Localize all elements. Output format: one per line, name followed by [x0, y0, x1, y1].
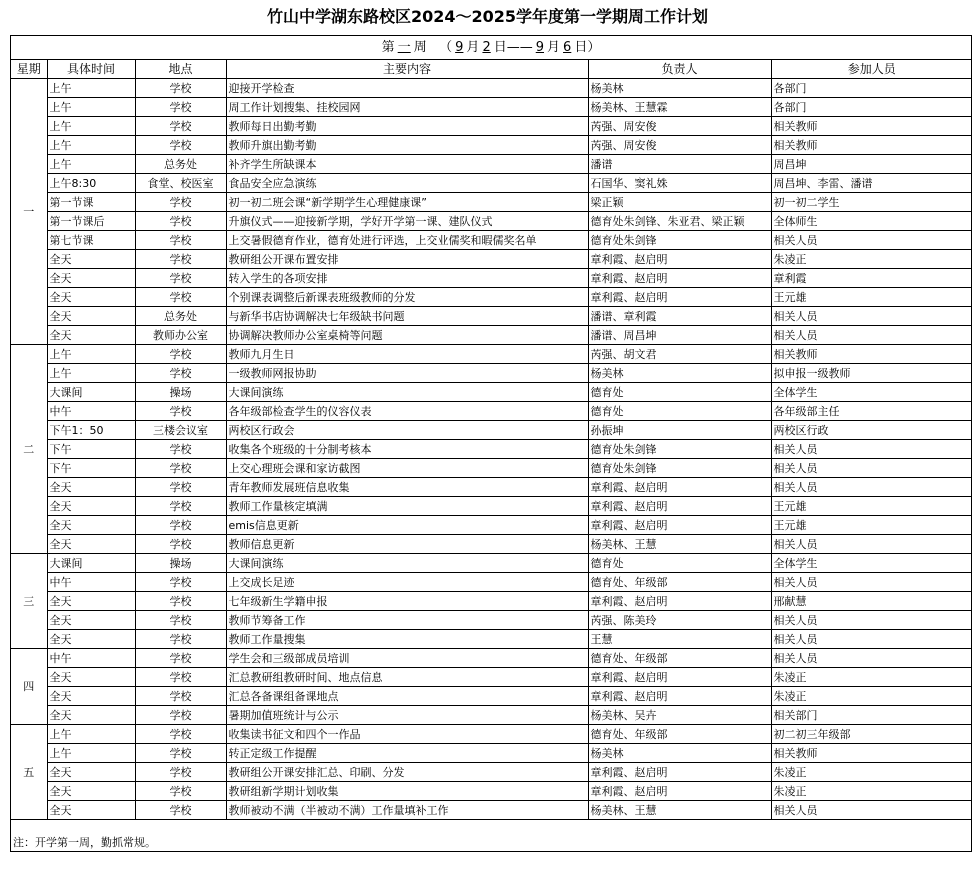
time-cell: 全天: [47, 516, 135, 535]
participants-cell: 相关人员: [771, 231, 972, 250]
participants-cell: 拟申报一级教师: [771, 364, 972, 383]
owner-cell: 杨美林: [588, 79, 771, 98]
weekday-cell: 五: [11, 725, 47, 820]
content-cell: 上交暑假德育作业，德育处进行评选，上交业儒奖和暇儒奖名单: [226, 231, 588, 250]
location-cell: 学校: [135, 687, 226, 706]
content-cell: 收集读书征文和四个一作品: [226, 725, 588, 744]
owner-cell: 章利霞、赵启明: [588, 592, 771, 611]
location-cell: 学校: [135, 478, 226, 497]
content-cell: 大课间演练: [226, 554, 588, 573]
participants-cell: 相关人员: [771, 535, 972, 554]
owner-cell: 杨美林、王慧霖: [588, 98, 771, 117]
weekday-cell: 二: [11, 345, 47, 554]
time-cell: 上午: [47, 345, 135, 364]
owner-cell: 章利霞、赵启明: [588, 288, 771, 307]
table-row: [11, 155, 972, 174]
table-row: [11, 782, 972, 801]
table-row: [11, 611, 972, 630]
table-row: [11, 554, 972, 573]
table-row: [11, 668, 972, 687]
table-row: [11, 79, 972, 98]
column-header: 星期: [11, 60, 47, 79]
participants-cell: 各部门: [771, 79, 972, 98]
location-cell: 学校: [135, 402, 226, 421]
participants-cell: 邢献慧: [771, 592, 972, 611]
owner-cell: 章利霞、赵启明: [588, 250, 771, 269]
location-cell: 学校: [135, 459, 226, 478]
content-cell: 食品安全应急演练: [226, 174, 588, 193]
table-row: [11, 231, 972, 250]
time-cell: 全天: [47, 706, 135, 725]
participants-cell: 相关人员: [771, 801, 972, 820]
owner-cell: 王慧: [588, 630, 771, 649]
participants-cell: 相关教师: [771, 345, 972, 364]
content-cell: 补齐学生所缺课本: [226, 155, 588, 174]
content-cell: 青年教师发展班信息收集: [226, 478, 588, 497]
content-cell: 教师节筹备工作: [226, 611, 588, 630]
location-cell: 学校: [135, 592, 226, 611]
location-cell: 学校: [135, 345, 226, 364]
table-row: [11, 383, 972, 402]
time-cell: 全天: [47, 763, 135, 782]
time-cell: 全天: [47, 668, 135, 687]
time-cell: 全天: [47, 288, 135, 307]
table-row: [11, 326, 972, 345]
table-row: [11, 174, 972, 193]
content-cell: 教师九月生日: [226, 345, 588, 364]
participants-cell: 初二初三年级部: [771, 725, 972, 744]
participants-cell: 两校区行政: [771, 421, 972, 440]
content-cell: 上交心理班会课和家访截图: [226, 459, 588, 478]
location-cell: 食堂、校医室: [135, 174, 226, 193]
location-cell: 三楼会议室: [135, 421, 226, 440]
owner-cell: 孙振坤: [588, 421, 771, 440]
table-row: [11, 687, 972, 706]
participants-cell: 朱凌正: [771, 763, 972, 782]
owner-cell: 杨美林、王慧: [588, 535, 771, 554]
participants-cell: 全体学生: [771, 554, 972, 573]
time-cell: 中午: [47, 402, 135, 421]
content-cell: 上交成长足迹: [226, 573, 588, 592]
content-cell: 转入学生的各项安排: [226, 269, 588, 288]
content-cell: 收集各个班级的十分制考核本: [226, 440, 588, 459]
content-cell: 教研组新学期计划收集: [226, 782, 588, 801]
table-row: [11, 307, 972, 326]
participants-cell: 相关人员: [771, 459, 972, 478]
location-cell: 学校: [135, 725, 226, 744]
owner-cell: 德育处: [588, 383, 771, 402]
location-cell: 操场: [135, 554, 226, 573]
owner-cell: 章利霞、赵启明: [588, 478, 771, 497]
content-cell: 两校区行政会: [226, 421, 588, 440]
table-row: [11, 402, 972, 421]
location-cell: 学校: [135, 269, 226, 288]
table-row: [11, 744, 972, 763]
location-cell: 学校: [135, 782, 226, 801]
participants-cell: 相关人员: [771, 478, 972, 497]
location-cell: 学校: [135, 668, 226, 687]
range-open: （: [439, 40, 453, 55]
content-cell: 与新华书店协调解决七年级缺书问题: [226, 307, 588, 326]
table-row: [11, 763, 972, 782]
content-cell: 初一初二班会课“新学期学生心理健康课”: [226, 193, 588, 212]
participants-cell: 相关人员: [771, 649, 972, 668]
owner-cell: 章利霞、赵启明: [588, 497, 771, 516]
end-day: 6: [563, 40, 572, 55]
content-cell: 大课间演练: [226, 383, 588, 402]
table-row: [11, 212, 972, 231]
week-range: [11, 36, 971, 60]
participants-cell: 相关人员: [771, 440, 972, 459]
owner-cell: 芮强、周安俊: [588, 117, 771, 136]
location-cell: 总务处: [135, 155, 226, 174]
location-cell: 学校: [135, 193, 226, 212]
table-row: [11, 421, 972, 440]
content-cell: 教师工作量搜集: [226, 630, 588, 649]
content-cell: 周工作计划搜集、挂校园网: [226, 98, 588, 117]
content-cell: 教师工作量核定填满: [226, 497, 588, 516]
table-row: [11, 573, 972, 592]
owner-cell: 章利霞、赵启明: [588, 782, 771, 801]
location-cell: 学校: [135, 573, 226, 592]
table-row: [11, 117, 972, 136]
column-header: 参加人员: [771, 60, 972, 79]
location-cell: 总务处: [135, 307, 226, 326]
participants-cell: 各年级部主任: [771, 402, 972, 421]
participants-cell: 王元雄: [771, 497, 972, 516]
content-cell: 学生会和三级部成员培训: [226, 649, 588, 668]
time-cell: 上午: [47, 136, 135, 155]
table-row: [11, 98, 972, 117]
work-plan-sheet: [10, 35, 972, 852]
participants-cell: 章利霞: [771, 269, 972, 288]
content-cell: 教师信息更新: [226, 535, 588, 554]
location-cell: 操场: [135, 383, 226, 402]
participants-cell: 全体师生: [771, 212, 972, 231]
location-cell: 学校: [135, 288, 226, 307]
participants-cell: 相关人员: [771, 573, 972, 592]
owner-cell: 德育处: [588, 402, 771, 421]
content-cell: 汇总各备课组备课地点: [226, 687, 588, 706]
table-row: [11, 706, 972, 725]
footnote: 注：开学第一周，勤抓常规。: [13, 836, 156, 849]
time-cell: 下午: [47, 459, 135, 478]
location-cell: 学校: [135, 611, 226, 630]
content-cell: 教师每日出勤考勤: [226, 117, 588, 136]
time-cell: 全天: [47, 326, 135, 345]
participants-cell: 相关人员: [771, 630, 972, 649]
time-cell: 全天: [47, 801, 135, 820]
location-cell: 学校: [135, 231, 226, 250]
start-day: 2: [482, 40, 491, 55]
owner-cell: 潘谱、周昌坤: [588, 326, 771, 345]
participants-cell: 朱凌正: [771, 782, 972, 801]
location-cell: 学校: [135, 117, 226, 136]
owner-cell: 杨美林、王慧: [588, 801, 771, 820]
content-cell: 一级教师网报协助: [226, 364, 588, 383]
location-cell: 学校: [135, 801, 226, 820]
location-cell: 学校: [135, 516, 226, 535]
table-row: [11, 649, 972, 668]
owner-cell: 德育处朱剑锋、朱亚君、梁正颖: [588, 212, 771, 231]
content-cell: 汇总教研组教研时间、地点信息: [226, 668, 588, 687]
owner-cell: 石国华、窦礼姝: [588, 174, 771, 193]
content-cell: 教研组公开课安排汇总、印刷、分发: [226, 763, 588, 782]
time-cell: 大课间: [47, 383, 135, 402]
content-cell: emis信息更新: [226, 516, 588, 535]
time-cell: 下午: [47, 440, 135, 459]
table-row: [11, 364, 972, 383]
table-row: [11, 136, 972, 155]
column-header: 具体时间: [47, 60, 135, 79]
participants-cell: 朱凌正: [771, 687, 972, 706]
time-cell: 全天: [47, 687, 135, 706]
table-row: [11, 725, 972, 744]
table-row: [11, 459, 972, 478]
location-cell: 学校: [135, 364, 226, 383]
column-header: 地点: [135, 60, 226, 79]
table-row: [11, 193, 972, 212]
location-cell: 教师办公室: [135, 326, 226, 345]
location-cell: 学校: [135, 136, 226, 155]
content-cell: 转正定级工作提醒: [226, 744, 588, 763]
location-cell: 学校: [135, 630, 226, 649]
plan-table: [11, 60, 972, 820]
time-cell: 全天: [47, 535, 135, 554]
time-cell: 上午: [47, 364, 135, 383]
table-row: [11, 516, 972, 535]
owner-cell: 芮强、胡文君: [588, 345, 771, 364]
time-cell: 第一节课后: [47, 212, 135, 231]
time-cell: 上午8:30: [47, 174, 135, 193]
owner-cell: 德育处朱剑锋: [588, 459, 771, 478]
owner-cell: 德育处、年级部: [588, 649, 771, 668]
column-header: 负责人: [588, 60, 771, 79]
participants-cell: 周昌坤: [771, 155, 972, 174]
weekday-cell: 一: [11, 79, 47, 345]
time-cell: 下午1：50: [47, 421, 135, 440]
end-month-unit: 月: [547, 40, 561, 55]
participants-cell: 相关人员: [771, 326, 972, 345]
location-cell: 学校: [135, 706, 226, 725]
location-cell: 学校: [135, 763, 226, 782]
time-cell: 上午: [47, 79, 135, 98]
end-day-unit: 日）: [574, 40, 601, 55]
table-row: [11, 478, 972, 497]
time-cell: 中午: [47, 573, 135, 592]
participants-cell: 王元雄: [771, 516, 972, 535]
start-month-unit: 月: [466, 40, 480, 55]
table-row: [11, 288, 972, 307]
week-suffix: 周: [413, 40, 427, 55]
location-cell: 学校: [135, 744, 226, 763]
content-cell: 教师被动不满（半被动不满）工作量填补工作: [226, 801, 588, 820]
owner-cell: 德育处朱剑锋: [588, 231, 771, 250]
time-cell: 第七节课: [47, 231, 135, 250]
time-cell: 上午: [47, 725, 135, 744]
owner-cell: 德育处、年级部: [588, 725, 771, 744]
week-prefix: 第: [381, 40, 395, 55]
participants-cell: 相关人员: [771, 611, 972, 630]
table-row: [11, 630, 972, 649]
participants-cell: 相关教师: [771, 136, 972, 155]
location-cell: 学校: [135, 212, 226, 231]
owner-cell: 梁正颖: [588, 193, 771, 212]
owner-cell: 芮强、周安俊: [588, 136, 771, 155]
time-cell: 全天: [47, 307, 135, 326]
start-month: 9: [455, 40, 464, 55]
participants-cell: 周昌坤、李雷、潘谱: [771, 174, 972, 193]
location-cell: 学校: [135, 440, 226, 459]
time-cell: 全天: [47, 611, 135, 630]
table-row: [11, 269, 972, 288]
time-cell: 全天: [47, 250, 135, 269]
time-cell: 全天: [47, 269, 135, 288]
content-cell: 暑期加值班统计与公示: [226, 706, 588, 725]
time-cell: 上午: [47, 117, 135, 136]
participants-cell: 相关人员: [771, 307, 972, 326]
owner-cell: 杨美林、吴卉: [588, 706, 771, 725]
location-cell: 学校: [135, 535, 226, 554]
time-cell: 全天: [47, 592, 135, 611]
participants-cell: 朱凌正: [771, 668, 972, 687]
owner-cell: 章利霞、赵启明: [588, 269, 771, 288]
owner-cell: 章利霞、赵启明: [588, 516, 771, 535]
location-cell: 学校: [135, 250, 226, 269]
location-cell: 学校: [135, 497, 226, 516]
time-cell: 全天: [47, 782, 135, 801]
participants-cell: 王元雄: [771, 288, 972, 307]
weekday-cell: 三: [11, 554, 47, 649]
time-cell: 第一节课: [47, 193, 135, 212]
weekday-cell: 四: [11, 649, 47, 725]
time-cell: 上午: [47, 98, 135, 117]
location-cell: 学校: [135, 98, 226, 117]
owner-cell: 杨美林: [588, 364, 771, 383]
location-cell: 学校: [135, 79, 226, 98]
participants-cell: 相关教师: [771, 117, 972, 136]
content-cell: 教师升旗出勤考勤: [226, 136, 588, 155]
table-row: [11, 440, 972, 459]
owner-cell: 芮强、陈美玲: [588, 611, 771, 630]
content-cell: 协调解决教师办公室桌椅等问题: [226, 326, 588, 345]
location-cell: 学校: [135, 649, 226, 668]
table-row: [11, 497, 972, 516]
table-row: [11, 250, 972, 269]
column-header: 主要内容: [226, 60, 588, 79]
owner-cell: 杨美林: [588, 744, 771, 763]
time-cell: 全天: [47, 478, 135, 497]
owner-cell: 德育处朱剑锋: [588, 440, 771, 459]
content-cell: 升旗仪式——迎接新学期，学好开学第一课、建队仪式: [226, 212, 588, 231]
table-row: [11, 801, 972, 820]
participants-cell: 相关部门: [771, 706, 972, 725]
time-cell: 大课间: [47, 554, 135, 573]
header-row: [11, 60, 972, 79]
owner-cell: 章利霞、赵启明: [588, 668, 771, 687]
owner-cell: 章利霞、赵启明: [588, 763, 771, 782]
participants-cell: 朱凌正: [771, 250, 972, 269]
participants-cell: 各部门: [771, 98, 972, 117]
participants-cell: 初一初二学生: [771, 193, 972, 212]
content-cell: 各年级部检查学生的仪容仪表: [226, 402, 588, 421]
table-row: [11, 592, 972, 611]
owner-cell: 德育处: [588, 554, 771, 573]
owner-cell: 潘谱: [588, 155, 771, 174]
participants-cell: 相关教师: [771, 744, 972, 763]
time-cell: 中午: [47, 649, 135, 668]
owner-cell: 德育处、年级部: [588, 573, 771, 592]
table-row: [11, 535, 972, 554]
time-cell: 上午: [47, 155, 135, 174]
participants-cell: 全体学生: [771, 383, 972, 402]
owner-cell: 章利霞、赵启明: [588, 687, 771, 706]
page-title: 竹山中学湖东路校区2024～2025学年度第一学期周工作计划: [266, 7, 709, 26]
end-month: 9: [535, 40, 545, 55]
table-row: [11, 345, 972, 364]
time-cell: 上午: [47, 744, 135, 763]
content-cell: 迎接开学检查: [226, 79, 588, 98]
time-cell: 全天: [47, 497, 135, 516]
content-cell: 个别课表调整后新课表班级教师的分发: [226, 288, 588, 307]
week-number: 一: [397, 40, 411, 55]
content-cell: 教研组公开课布置安排: [226, 250, 588, 269]
time-cell: 全天: [47, 630, 135, 649]
owner-cell: 潘谱、章利霞: [588, 307, 771, 326]
start-day-unit: 日——: [493, 40, 533, 55]
content-cell: 七年级新生学籍申报: [226, 592, 588, 611]
